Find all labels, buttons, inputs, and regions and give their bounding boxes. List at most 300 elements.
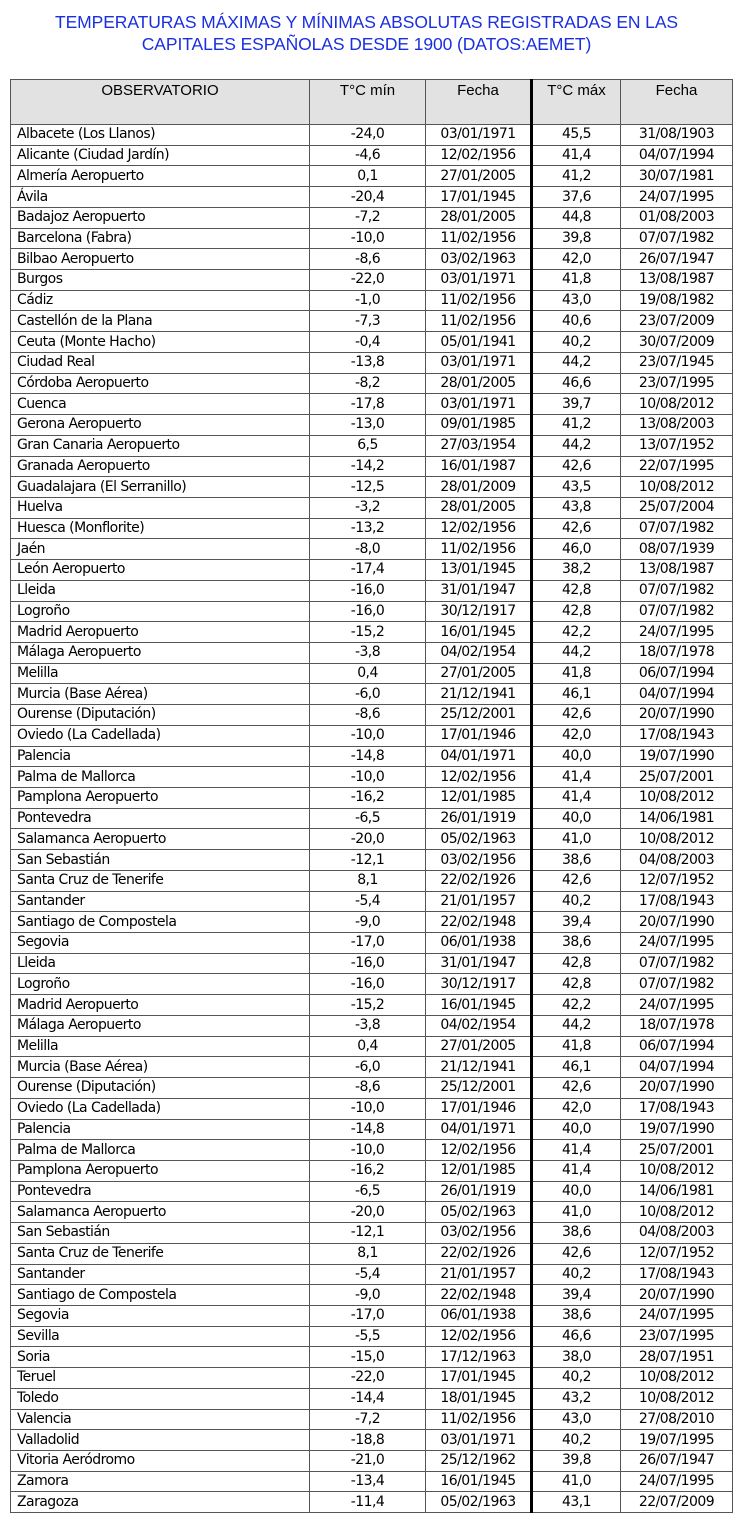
fecha-max-cell: 04/07/1994	[621, 145, 733, 166]
observatorio-cell: Murcia (Base Aérea)	[11, 1057, 310, 1078]
fecha-max-cell: 26/07/1947	[621, 1451, 733, 1472]
tmax-cell: 45,5	[532, 125, 621, 146]
fecha-max-cell: 12/07/1952	[621, 870, 733, 891]
table-row	[11, 1451, 733, 1472]
fecha-min-cell: 12/02/1956	[426, 767, 532, 788]
observatorio-cell: Salamanca Aeropuerto	[11, 829, 310, 850]
tmin-cell: -5,5	[310, 1326, 426, 1347]
tmin-cell: 8,1	[310, 870, 426, 891]
fecha-max-cell: 30/07/1981	[621, 166, 733, 187]
fecha-max-cell: 18/07/1978	[621, 642, 733, 663]
table-row	[11, 373, 733, 394]
table-row	[11, 1264, 733, 1285]
tmax-cell: 38,0	[532, 1347, 621, 1368]
table-row	[11, 1015, 733, 1036]
fecha-max-cell: 08/07/1939	[621, 539, 733, 560]
fecha-min-cell: 17/01/1945	[426, 187, 532, 208]
fecha-max-cell: 17/08/1943	[621, 891, 733, 912]
fecha-max-cell: 18/07/1978	[621, 1015, 733, 1036]
tmax-cell: 43,5	[532, 477, 621, 498]
tmin-cell: -13,0	[310, 415, 426, 436]
observatorio-cell: Ciudad Real	[11, 352, 310, 373]
tmax-cell: 42,6	[532, 456, 621, 477]
table-row	[11, 415, 733, 436]
fecha-max-cell: 06/07/1994	[621, 1036, 733, 1057]
page-title	[0, 11, 733, 55]
observatorio-cell: Guadalajara (El Serranillo)	[11, 477, 310, 498]
fecha-min-cell: 16/01/1987	[426, 456, 532, 477]
table-row	[11, 249, 733, 270]
observatorio-cell: Salamanca Aeropuerto	[11, 1202, 310, 1223]
tmax-cell: 41,4	[532, 767, 621, 788]
table-row	[11, 228, 733, 249]
fecha-max-cell: 28/07/1951	[621, 1347, 733, 1368]
table-row	[11, 394, 733, 415]
tmin-cell: -16,0	[310, 601, 426, 622]
fecha-min-cell: 25/12/2001	[426, 1078, 532, 1099]
observatorio-cell: Pontevedra	[11, 808, 310, 829]
fecha-max-cell: 23/07/1995	[621, 373, 733, 394]
tmin-cell: -7,2	[310, 1409, 426, 1430]
fecha-min-cell: 22/02/1948	[426, 1285, 532, 1306]
tmin-cell: -21,0	[310, 1451, 426, 1472]
fecha-max-cell: 10/08/2012	[621, 1160, 733, 1181]
fecha-min-cell: 22/02/1926	[426, 870, 532, 891]
tmax-cell: 42,0	[532, 1098, 621, 1119]
tmin-cell: -12,5	[310, 477, 426, 498]
fecha-min-cell: 17/01/1946	[426, 1098, 532, 1119]
observatorio-cell: Valladolid	[11, 1430, 310, 1451]
observatorio-cell: Palma de Mallorca	[11, 1140, 310, 1161]
tmin-cell: 0,4	[310, 663, 426, 684]
observatorio-cell: Bilbao Aeropuerto	[11, 249, 310, 270]
tmin-cell: -9,0	[310, 912, 426, 933]
observatorio-cell: Murcia (Base Aérea)	[11, 684, 310, 705]
observatorio-cell: Pamplona Aeropuerto	[11, 788, 310, 809]
tmax-cell: 41,0	[532, 1202, 621, 1223]
observatorio-cell: Ceuta (Monte Hacho)	[11, 332, 310, 353]
tmax-cell: 40,0	[532, 808, 621, 829]
header-tmax: T°C máx	[532, 80, 621, 125]
tmin-cell: -14,4	[310, 1388, 426, 1409]
table-row	[11, 829, 733, 850]
tmin-cell: -18,8	[310, 1430, 426, 1451]
fecha-max-cell: 13/08/1987	[621, 560, 733, 581]
observatorio-cell: Palencia	[11, 1119, 310, 1140]
observatorio-cell: Logroño	[11, 601, 310, 622]
fecha-max-cell: 19/07/1990	[621, 746, 733, 767]
table-row	[11, 1036, 733, 1057]
fecha-min-cell: 12/02/1956	[426, 518, 532, 539]
observatorio-cell: Lleida	[11, 580, 310, 601]
fecha-min-cell: 09/01/1985	[426, 415, 532, 436]
table-row	[11, 1243, 733, 1264]
fecha-min-cell: 12/02/1956	[426, 1140, 532, 1161]
table-row	[11, 891, 733, 912]
observatorio-cell: Córdoba Aeropuerto	[11, 373, 310, 394]
tmax-cell: 44,2	[532, 435, 621, 456]
tmin-cell: -14,2	[310, 456, 426, 477]
fecha-min-cell: 12/02/1956	[426, 1326, 532, 1347]
fecha-max-cell: 17/08/1943	[621, 725, 733, 746]
fecha-max-cell: 07/07/1982	[621, 228, 733, 249]
tmax-cell: 42,2	[532, 995, 621, 1016]
header-fecha-max: Fecha	[621, 80, 733, 125]
fecha-min-cell: 27/01/2005	[426, 663, 532, 684]
tmin-cell: -22,0	[310, 270, 426, 291]
fecha-max-cell: 25/07/2004	[621, 497, 733, 518]
fecha-min-cell: 27/03/1954	[426, 435, 532, 456]
fecha-min-cell: 03/01/1971	[426, 270, 532, 291]
tmax-cell: 41,0	[532, 829, 621, 850]
fecha-max-cell: 25/07/2001	[621, 767, 733, 788]
fecha-max-cell: 20/07/1990	[621, 912, 733, 933]
table-row	[11, 1057, 733, 1078]
table-row	[11, 1388, 733, 1409]
tmin-cell: -15,0	[310, 1347, 426, 1368]
tmax-cell: 38,6	[532, 1223, 621, 1244]
table-row	[11, 1471, 733, 1492]
fecha-max-cell: 17/08/1943	[621, 1098, 733, 1119]
table-row	[11, 1181, 733, 1202]
fecha-max-cell: 07/07/1982	[621, 953, 733, 974]
title-line-1: TEMPERATURAS MÁXIMAS Y MÍNIMAS ABSOLUTAS REGISTRADAS EN LAS	[55, 12, 678, 32]
fecha-max-cell: 10/08/2012	[621, 1388, 733, 1409]
fecha-max-cell: 24/07/1995	[621, 622, 733, 643]
observatorio-cell: Vitoria Aeródromo	[11, 1451, 310, 1472]
tmin-cell: 8,1	[310, 1243, 426, 1264]
fecha-min-cell: 12/02/1956	[426, 145, 532, 166]
tmin-cell: 0,4	[310, 1036, 426, 1057]
title-line-2: CAPITALES ESPAÑOLAS DESDE 1900 (DATOS:AEMET)	[141, 34, 592, 54]
observatorio-cell: Palencia	[11, 746, 310, 767]
fecha-min-cell: 11/02/1956	[426, 311, 532, 332]
fecha-max-cell: 07/07/1982	[621, 580, 733, 601]
tmax-cell: 42,0	[532, 725, 621, 746]
fecha-max-cell: 26/07/1947	[621, 249, 733, 270]
fecha-min-cell: 03/02/1963	[426, 249, 532, 270]
table-row	[11, 746, 733, 767]
tmax-cell: 39,8	[532, 1451, 621, 1472]
observatorio-cell: Zaragoza	[11, 1492, 310, 1513]
tmax-cell: 37,6	[532, 187, 621, 208]
tmin-cell: -1,0	[310, 290, 426, 311]
tmax-cell: 44,8	[532, 207, 621, 228]
table-row	[11, 995, 733, 1016]
table-row	[11, 767, 733, 788]
observatorio-cell: Huelva	[11, 497, 310, 518]
observatorio-cell: Oviedo (La Cadellada)	[11, 1098, 310, 1119]
fecha-max-cell: 04/07/1994	[621, 684, 733, 705]
fecha-max-cell: 04/08/2003	[621, 1223, 733, 1244]
table-row	[11, 642, 733, 663]
observatorio-cell: Málaga Aeropuerto	[11, 1015, 310, 1036]
fecha-max-cell: 23/07/2009	[621, 311, 733, 332]
table-row	[11, 850, 733, 871]
tmax-cell: 41,8	[532, 1036, 621, 1057]
table-row	[11, 1119, 733, 1140]
fecha-min-cell: 12/01/1985	[426, 1160, 532, 1181]
tmin-cell: -6,5	[310, 808, 426, 829]
fecha-max-cell: 06/07/1994	[621, 663, 733, 684]
observatorio-cell: Valencia	[11, 1409, 310, 1430]
table-row	[11, 456, 733, 477]
fecha-min-cell: 28/01/2009	[426, 477, 532, 498]
observatorio-cell: Barcelona (Fabra)	[11, 228, 310, 249]
observatorio-cell: San Sebastián	[11, 850, 310, 871]
observatorio-cell: Palma de Mallorca	[11, 767, 310, 788]
temperature-table	[10, 79, 733, 1513]
fecha-min-cell: 05/02/1963	[426, 1492, 532, 1513]
tmin-cell: -6,0	[310, 1057, 426, 1078]
fecha-min-cell: 27/01/2005	[426, 166, 532, 187]
tmax-cell: 38,6	[532, 933, 621, 954]
table-row	[11, 477, 733, 498]
observatorio-cell: Jaén	[11, 539, 310, 560]
fecha-min-cell: 17/01/1945	[426, 1368, 532, 1389]
tmax-cell: 39,8	[532, 228, 621, 249]
table-row	[11, 953, 733, 974]
tmin-cell: -17,0	[310, 933, 426, 954]
table-row	[11, 1305, 733, 1326]
table-row	[11, 125, 733, 146]
tmax-cell: 40,6	[532, 311, 621, 332]
table-row	[11, 560, 733, 581]
tmax-cell: 39,4	[532, 912, 621, 933]
table-body	[11, 125, 733, 1513]
fecha-max-cell: 12/07/1952	[621, 1243, 733, 1264]
tmin-cell: -10,0	[310, 228, 426, 249]
tmin-cell: -12,1	[310, 1223, 426, 1244]
fecha-min-cell: 11/02/1956	[426, 228, 532, 249]
fecha-min-cell: 28/01/2005	[426, 373, 532, 394]
fecha-max-cell: 10/08/2012	[621, 788, 733, 809]
observatorio-cell: Logroño	[11, 974, 310, 995]
table-row	[11, 684, 733, 705]
tmax-cell: 42,6	[532, 1078, 621, 1099]
fecha-min-cell: 21/01/1957	[426, 891, 532, 912]
tmax-cell: 41,4	[532, 1160, 621, 1181]
fecha-max-cell: 31/08/1903	[621, 125, 733, 146]
observatorio-cell: Gerona Aeropuerto	[11, 415, 310, 436]
tmax-cell: 40,0	[532, 1181, 621, 1202]
fecha-min-cell: 03/01/1971	[426, 352, 532, 373]
tmin-cell: -14,8	[310, 746, 426, 767]
fecha-max-cell: 27/08/2010	[621, 1409, 733, 1430]
table-row	[11, 166, 733, 187]
tmin-cell: -6,5	[310, 1181, 426, 1202]
fecha-min-cell: 30/12/1917	[426, 601, 532, 622]
table-row	[11, 497, 733, 518]
tmin-cell: -7,3	[310, 311, 426, 332]
fecha-min-cell: 16/01/1945	[426, 622, 532, 643]
table-row	[11, 601, 733, 622]
tmax-cell: 40,2	[532, 332, 621, 353]
header-tmin: T°C mín	[310, 80, 426, 125]
header-row	[11, 80, 733, 125]
fecha-max-cell: 22/07/2009	[621, 1492, 733, 1513]
observatorio-cell: Badajoz Aeropuerto	[11, 207, 310, 228]
tmin-cell: -3,8	[310, 642, 426, 663]
fecha-max-cell: 24/07/1995	[621, 1305, 733, 1326]
tmin-cell: 6,5	[310, 435, 426, 456]
tmin-cell: -8,6	[310, 249, 426, 270]
fecha-min-cell: 03/02/1956	[426, 1223, 532, 1244]
observatorio-cell: Segovia	[11, 933, 310, 954]
fecha-min-cell: 06/01/1938	[426, 933, 532, 954]
fecha-min-cell: 03/01/1971	[426, 394, 532, 415]
table-row	[11, 580, 733, 601]
fecha-min-cell: 11/02/1956	[426, 539, 532, 560]
tmax-cell: 42,2	[532, 622, 621, 643]
tmin-cell: -24,0	[310, 125, 426, 146]
fecha-max-cell: 10/08/2012	[621, 829, 733, 850]
tmax-cell: 38,2	[532, 560, 621, 581]
fecha-max-cell: 10/08/2012	[621, 477, 733, 498]
table-row	[11, 145, 733, 166]
fecha-min-cell: 11/02/1956	[426, 290, 532, 311]
table-row	[11, 622, 733, 643]
fecha-min-cell: 26/01/1919	[426, 1181, 532, 1202]
fecha-max-cell: 20/07/1990	[621, 1285, 733, 1306]
observatorio-cell: Ávila	[11, 187, 310, 208]
tmax-cell: 43,1	[532, 1492, 621, 1513]
table-row	[11, 1347, 733, 1368]
fecha-min-cell: 22/02/1926	[426, 1243, 532, 1264]
fecha-min-cell: 04/01/1971	[426, 1119, 532, 1140]
fecha-min-cell: 28/01/2005	[426, 497, 532, 518]
tmax-cell: 44,2	[532, 352, 621, 373]
table-row	[11, 974, 733, 995]
observatorio-cell: Teruel	[11, 1368, 310, 1389]
tmax-cell: 40,2	[532, 1264, 621, 1285]
fecha-max-cell: 13/08/2003	[621, 415, 733, 436]
table-row	[11, 332, 733, 353]
fecha-max-cell: 04/07/1994	[621, 1057, 733, 1078]
table-row	[11, 290, 733, 311]
tmax-cell: 42,6	[532, 870, 621, 891]
observatorio-cell: Ourense (Diputación)	[11, 705, 310, 726]
observatorio-cell: Pamplona Aeropuerto	[11, 1160, 310, 1181]
fecha-max-cell: 10/08/2012	[621, 394, 733, 415]
fecha-max-cell: 13/08/1987	[621, 270, 733, 291]
fecha-min-cell: 13/01/1945	[426, 560, 532, 581]
table-row	[11, 539, 733, 560]
observatorio-cell: Castellón de la Plana	[11, 311, 310, 332]
table-row	[11, 912, 733, 933]
fecha-min-cell: 30/12/1917	[426, 974, 532, 995]
observatorio-cell: Segovia	[11, 1305, 310, 1326]
fecha-min-cell: 21/01/1957	[426, 1264, 532, 1285]
fecha-max-cell: 23/07/1995	[621, 1326, 733, 1347]
tmin-cell: -11,4	[310, 1492, 426, 1513]
fecha-max-cell: 07/07/1982	[621, 601, 733, 622]
fecha-max-cell: 20/07/1990	[621, 705, 733, 726]
table-row	[11, 435, 733, 456]
tmax-cell: 42,6	[532, 705, 621, 726]
tmin-cell: -16,0	[310, 580, 426, 601]
table-row	[11, 1285, 733, 1306]
fecha-min-cell: 04/02/1954	[426, 642, 532, 663]
tmax-cell: 38,6	[532, 1305, 621, 1326]
tmax-cell: 42,8	[532, 953, 621, 974]
fecha-min-cell: 11/02/1956	[426, 1409, 532, 1430]
table-row	[11, 808, 733, 829]
fecha-min-cell: 26/01/1919	[426, 808, 532, 829]
tmin-cell: -10,0	[310, 725, 426, 746]
table-row	[11, 1202, 733, 1223]
table-row	[11, 1098, 733, 1119]
tmin-cell: -5,4	[310, 1264, 426, 1285]
fecha-min-cell: 16/01/1945	[426, 995, 532, 1016]
observatorio-cell: Santa Cruz de Tenerife	[11, 870, 310, 891]
fecha-max-cell: 24/07/1995	[621, 187, 733, 208]
fecha-max-cell: 07/07/1982	[621, 518, 733, 539]
tmin-cell: -22,0	[310, 1368, 426, 1389]
observatorio-cell: Ourense (Diputación)	[11, 1078, 310, 1099]
fecha-min-cell: 17/12/1963	[426, 1347, 532, 1368]
tmin-cell: -8,0	[310, 539, 426, 560]
tmax-cell: 40,2	[532, 1368, 621, 1389]
table-row	[11, 1078, 733, 1099]
observatorio-cell: Madrid Aeropuerto	[11, 995, 310, 1016]
tmin-cell: -9,0	[310, 1285, 426, 1306]
tmin-cell: -4,6	[310, 145, 426, 166]
fecha-min-cell: 27/01/2005	[426, 1036, 532, 1057]
table-row	[11, 725, 733, 746]
tmin-cell: -20,0	[310, 1202, 426, 1223]
tmin-cell: -16,2	[310, 788, 426, 809]
table-row	[11, 705, 733, 726]
observatorio-cell: Huesca (Monflorite)	[11, 518, 310, 539]
observatorio-cell: Málaga Aeropuerto	[11, 642, 310, 663]
tmax-cell: 42,8	[532, 580, 621, 601]
table-row	[11, 1326, 733, 1347]
tmax-cell: 46,1	[532, 684, 621, 705]
tmax-cell: 43,8	[532, 497, 621, 518]
fecha-max-cell: 30/07/2009	[621, 332, 733, 353]
tmin-cell: -20,4	[310, 187, 426, 208]
tmax-cell: 42,8	[532, 974, 621, 995]
tmax-cell: 41,4	[532, 1140, 621, 1161]
observatorio-cell: Santander	[11, 1264, 310, 1285]
tmin-cell: -5,4	[310, 891, 426, 912]
observatorio-cell: Madrid Aeropuerto	[11, 622, 310, 643]
table-row	[11, 207, 733, 228]
tmax-cell: 44,2	[532, 642, 621, 663]
tmax-cell: 43,2	[532, 1388, 621, 1409]
tmax-cell: 42,0	[532, 249, 621, 270]
fecha-max-cell: 14/06/1981	[621, 1181, 733, 1202]
tmin-cell: -15,2	[310, 995, 426, 1016]
tmax-cell: 43,0	[532, 1409, 621, 1430]
tmin-cell: -15,2	[310, 622, 426, 643]
tmax-cell: 38,6	[532, 850, 621, 871]
header-fecha-min: Fecha	[426, 80, 532, 125]
tmin-cell: -16,0	[310, 974, 426, 995]
fecha-max-cell: 04/08/2003	[621, 850, 733, 871]
fecha-min-cell: 31/01/1947	[426, 953, 532, 974]
table-row	[11, 933, 733, 954]
fecha-max-cell: 19/07/1990	[621, 1119, 733, 1140]
fecha-min-cell: 16/01/1945	[426, 1471, 532, 1492]
fecha-max-cell: 24/07/1995	[621, 933, 733, 954]
fecha-max-cell: 13/07/1952	[621, 435, 733, 456]
tmax-cell: 46,1	[532, 1057, 621, 1078]
tmin-cell: -16,2	[310, 1160, 426, 1181]
fecha-min-cell: 21/12/1941	[426, 684, 532, 705]
tmin-cell: -8,6	[310, 1078, 426, 1099]
